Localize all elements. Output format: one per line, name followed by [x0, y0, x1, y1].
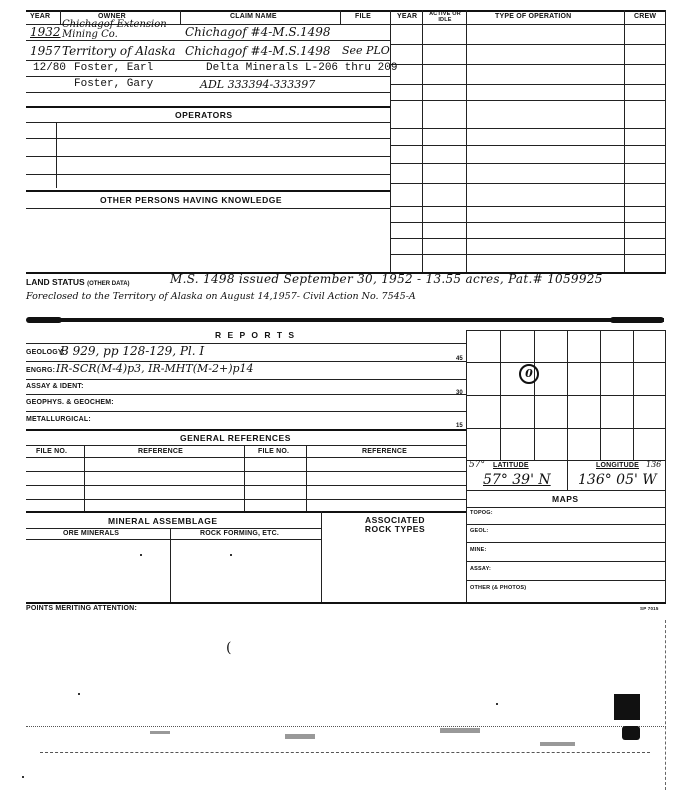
land-status-label [26, 277, 130, 287]
refs-col-sep [244, 445, 245, 511]
geology-label: GEOLOGY: [26, 349, 65, 356]
tick-mark [230, 554, 232, 556]
operators-line [26, 122, 390, 123]
other-persons-top-line [26, 190, 390, 192]
header-owner: OWNER [98, 13, 126, 20]
row2-owner: Territory of Alaska [62, 44, 176, 58]
col-sep-right-block [390, 10, 391, 272]
engrg-value: IR-SCR(M-4)p3, IR-MHT(M-2+)p14 [56, 362, 254, 375]
ore-minerals-label: ORE MINERALS [63, 530, 120, 537]
refs-bottom-line [26, 511, 466, 513]
longitude-value: 136° 05' W [578, 472, 657, 488]
col-sep-year2 [422, 10, 423, 272]
land-status-title: LAND STATUS [26, 277, 85, 287]
grid-line [466, 362, 666, 363]
separator-bar [34, 318, 664, 322]
latlon-bottom [466, 490, 666, 491]
tick-mark [140, 554, 142, 556]
maps-line [466, 580, 666, 581]
row4-owner: Foster, Gary [74, 78, 154, 90]
right-row-line [390, 183, 666, 184]
grid-top [466, 330, 666, 331]
maps-geol: GEOL: [470, 528, 489, 534]
header-active-or-idle: ACTIVE OR IDLE [429, 11, 461, 23]
row1-owner: Chichagof Extension Mining Co. [62, 19, 167, 40]
grid-col [534, 330, 535, 460]
latitude-label: LATITUDE [493, 462, 529, 469]
grid-number-30: 30 [456, 390, 463, 396]
reports-line [26, 411, 466, 412]
pen-mark: ( [226, 640, 232, 656]
scan-dot [496, 703, 498, 705]
header-file: FILE [355, 13, 371, 20]
grid-number-45: 45 [456, 356, 463, 362]
reports-heading: R E P O R T S [215, 330, 297, 340]
latlon-top [466, 460, 666, 461]
assay-label: ASSAY & IDENT: [26, 383, 84, 390]
lat-prefix: 57° [469, 460, 485, 470]
maps-line [466, 507, 666, 508]
refs-col-reference-1: REFERENCE [138, 448, 183, 455]
right-row-line [390, 64, 666, 65]
mineral-subheader-line [26, 539, 321, 540]
scan-dot [78, 693, 80, 695]
location-marker [519, 364, 539, 384]
other-persons-heading: OTHER PERSONS HAVING KNOWLEDGE [100, 195, 283, 205]
row2-claim: Chichagof #4-M.S.1498 [185, 44, 331, 58]
maps-mine: MINE: [470, 547, 487, 553]
scan-smudge [540, 742, 575, 746]
reports-line [26, 394, 466, 395]
header-claim-name: CLAIM NAME [230, 13, 277, 20]
associated-rock-types-heading: ASSOCIATED ROCK TYPES [364, 515, 426, 534]
header-year-2: YEAR [397, 13, 418, 20]
maps-heading: MAPS [552, 494, 579, 504]
right-row-line [390, 84, 666, 85]
geophys-label: GEOPHYS. & GEOCHEM: [26, 399, 114, 406]
mineral-col-sep [170, 528, 171, 602]
refs-header-bottom [26, 457, 466, 458]
geology-value: B 929, pp 128-129, Pl. I [60, 344, 205, 358]
lower-section-bottom [26, 602, 666, 604]
grid-line [466, 395, 666, 396]
header-year: YEAR [30, 13, 51, 20]
scan-artifact-line [26, 726, 666, 727]
land-status-line2: Foreclosed to the Territory of Alaska on August 14,1957- Civil Action No. 7545-A [26, 291, 416, 302]
refs-row-line [26, 485, 466, 486]
maps-line [466, 542, 666, 543]
grid-number-15: 15 [456, 423, 463, 429]
latlon-sep [567, 460, 568, 490]
right-row-line [390, 128, 666, 129]
owner-row-line [26, 60, 390, 61]
grid-col [633, 330, 634, 460]
location-marker-value: 0 [525, 367, 533, 380]
maps-line [466, 561, 666, 562]
right-row-line [390, 145, 666, 146]
reports-line [26, 379, 466, 380]
operators-top-line [26, 106, 390, 108]
right-row-line [390, 100, 666, 101]
latitude-value: 57° 39' N [483, 472, 551, 488]
maps-topog: TOPOG: [470, 510, 493, 516]
operators-line [26, 174, 390, 175]
row2-file: See PLO [342, 44, 390, 57]
col-sep-crew [624, 10, 625, 272]
maps-other: OTHER (& PHOTOS) [470, 585, 527, 591]
col-sep-claim [340, 10, 341, 24]
owner-row-line [26, 76, 390, 77]
refs-row-line [26, 471, 466, 472]
refs-col-sep [84, 445, 85, 511]
col-sep-year [60, 10, 61, 24]
row3-claim: Delta Minerals L-206 thru 209 [206, 62, 398, 74]
owner-row-line [26, 92, 390, 93]
land-status-line1: M.S. 1498 issued September 30, 1952 - 13.55 acres, Pat.# 1059925 [170, 272, 603, 286]
col-sep-active [466, 10, 467, 272]
refs-col-file-no-1: FILE NO. [36, 448, 68, 455]
grid-col [600, 330, 601, 460]
right-border-upper [665, 10, 666, 272]
scan-artifact-line [40, 752, 650, 753]
refs-row-line [26, 499, 466, 500]
row3-owner: Foster, Earl [74, 62, 154, 74]
reports-bottom-line [26, 429, 466, 431]
mineral-assemblage-heading: MINERAL ASSEMBLAGE [108, 516, 218, 526]
grid-col [567, 330, 568, 460]
right-row-line [390, 222, 666, 223]
maps-assay: ASSAY: [470, 566, 492, 572]
rock-forming-label: ROCK FORMING, ETC. [200, 530, 280, 537]
top-border [26, 10, 666, 12]
right-row-line [390, 163, 666, 164]
scan-smudge [150, 731, 170, 734]
operators-line [26, 156, 390, 157]
row2-year: 1957 [30, 44, 61, 58]
general-references-heading: GENERAL REFERENCES [180, 433, 291, 443]
grid-col [500, 330, 501, 460]
points-meriting-attention-label: POINTS MERITING ATTENTION: [26, 605, 137, 612]
other-persons-line [26, 208, 390, 209]
right-row-line [390, 238, 666, 239]
grid-line [466, 428, 666, 429]
row4-claim: ADL 333394-333397 [200, 78, 316, 91]
row1-year: 1932 [30, 25, 61, 39]
scan-smudge [440, 728, 480, 733]
header-crew: CREW [634, 13, 657, 20]
scan-dot [22, 776, 24, 778]
registration-block [614, 694, 640, 720]
form-number: SP 7015 [640, 606, 659, 611]
maps-line [466, 524, 666, 525]
operators-heading: OPERATORS [175, 110, 233, 120]
registration-block-lower [622, 726, 640, 740]
metallurgical-label: METALLURGICAL: [26, 416, 91, 423]
right-row-line [390, 254, 666, 255]
row1-claim: Chichagof #4-M.S.1498 [185, 25, 331, 39]
right-row-line [390, 44, 666, 45]
refs-col-file-no-2: FILE NO. [258, 448, 290, 455]
owner-row-line [26, 40, 390, 41]
assoc-rock-sep [321, 511, 322, 602]
refs-col-sep [306, 445, 307, 511]
refs-header-top [26, 445, 466, 446]
right-margin-line [665, 620, 666, 790]
longitude-label: LONGITUDE [596, 462, 640, 469]
right-row-line [390, 206, 666, 207]
separator-bar-cap-right [610, 317, 664, 323]
operators-line [26, 138, 390, 139]
refs-col-reference-2: REFERENCE [362, 448, 407, 455]
land-status-sublabel: (OTHER DATA) [87, 281, 130, 287]
operators-left-col [56, 122, 57, 188]
lon-suffix: 136 [646, 460, 662, 469]
scan-smudge [285, 734, 315, 739]
separator-bar-cap-left [26, 317, 62, 323]
header-type-of-operation: TYPE OF OPERATION [495, 13, 572, 20]
engrg-label: ENGRG: [26, 367, 56, 374]
mineral-header-line [26, 528, 321, 529]
row3-year: 12/80 [33, 62, 67, 74]
